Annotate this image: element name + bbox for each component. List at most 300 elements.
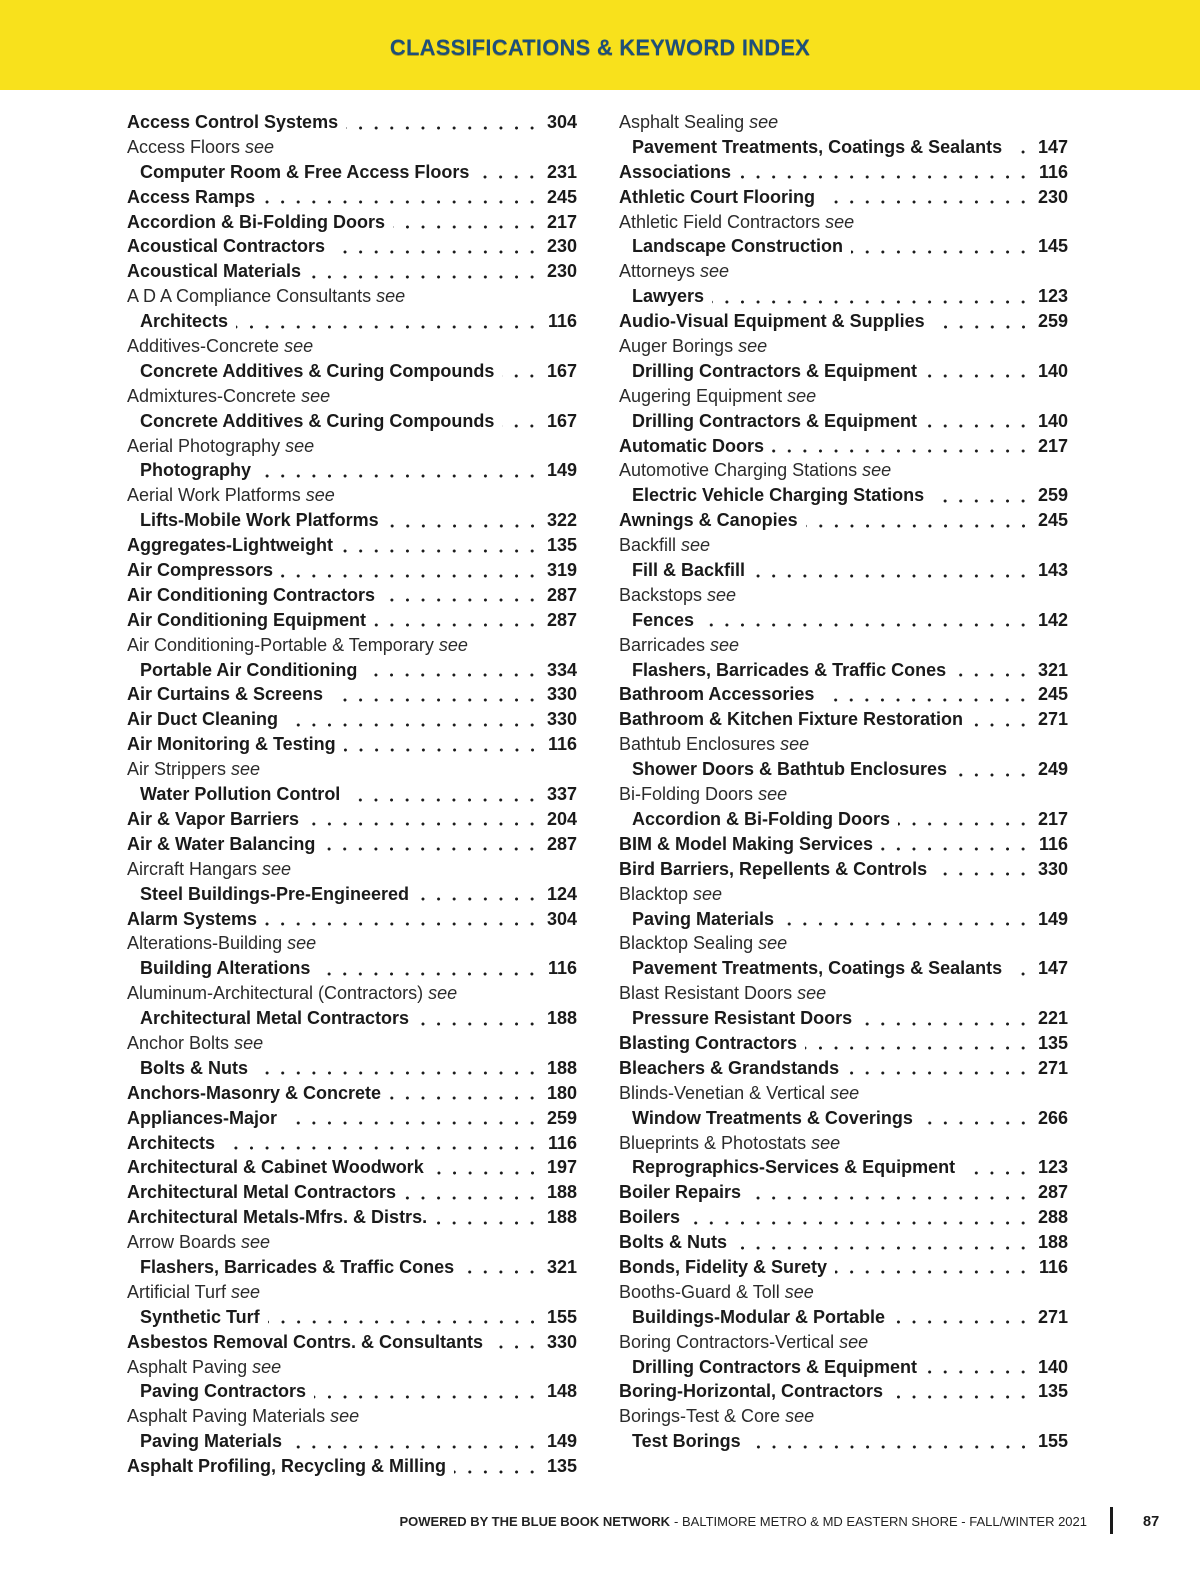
referenced-entry [619, 359, 1068, 384]
entry-label: Aircraft Hangars [127, 858, 258, 879]
entry-label: Barricades [619, 634, 706, 655]
index-entry [127, 807, 577, 832]
entry-label: Blueprints & Photostats [619, 1132, 807, 1153]
see-word: see [245, 136, 275, 157]
see-word: see [241, 1232, 271, 1253]
referenced-entry [619, 1006, 1068, 1031]
referenced-entry [619, 135, 1068, 160]
entry-label: Landscape Construction [632, 236, 844, 257]
dot-leader [739, 160, 1031, 185]
footer-divider [1110, 1507, 1113, 1534]
see-word: see [252, 1356, 282, 1377]
see-word: see [285, 435, 315, 456]
see-word: see [839, 1331, 869, 1352]
entry-label: Asphalt Sealing [619, 112, 745, 132]
page-number: 135 [546, 535, 577, 556]
dot-leader [281, 558, 540, 583]
referenced-entry [619, 608, 1068, 633]
entry-label: Architectural Metals-Mfrs. & Distrs. [127, 1207, 428, 1228]
index-entry [127, 1330, 577, 1355]
referenced-entry [127, 359, 577, 384]
page-number: 231 [546, 161, 577, 182]
index-entry [127, 832, 577, 857]
dot-leader [502, 409, 540, 434]
referenced-entry [127, 1006, 577, 1031]
dot-leader [860, 1006, 1031, 1031]
referenced-entry [127, 882, 577, 907]
index-entry [127, 110, 577, 135]
page-number: 148 [546, 1381, 577, 1402]
see-word: see [262, 858, 292, 879]
dot-leader [286, 707, 540, 732]
dot-leader [891, 1379, 1031, 1404]
referenced-entry [619, 1429, 1068, 1454]
index-entry [127, 707, 577, 732]
entry-label: Aluminum-Architectural (Contractors) [127, 983, 424, 1004]
referenced-entry [127, 508, 577, 533]
index-column [127, 110, 577, 1479]
see-reference [127, 857, 577, 882]
entry-label: Access Floors [127, 136, 241, 157]
page-number: 266 [1037, 1107, 1068, 1128]
dot-leader [753, 558, 1031, 583]
see-reference [619, 1404, 1068, 1429]
see-word: see [707, 584, 737, 605]
see-reference [619, 1081, 1068, 1106]
see-word: see [305, 485, 335, 506]
entry-label: Air Duct Cleaning [127, 709, 279, 730]
entry-label: Blacktop Sealing [619, 933, 754, 954]
page-number: 287 [1037, 1182, 1068, 1203]
entry-label: Drilling Contractors & Equipment [632, 410, 918, 431]
see-word: see [700, 261, 730, 282]
dot-leader [265, 907, 540, 932]
entry-label: Boiler Repairs [619, 1182, 742, 1203]
see-reference [127, 334, 577, 359]
page-number: 245 [1037, 684, 1068, 705]
entry-label: Air Monitoring & Testing [127, 734, 336, 755]
index-entry [619, 434, 1068, 459]
dot-leader [925, 359, 1031, 384]
referenced-entry [127, 1255, 577, 1280]
entry-label: Bolts & Nuts [140, 1057, 248, 1078]
index-entry [127, 1106, 577, 1131]
page-number: 147 [1037, 958, 1068, 979]
entry-label: Drilling Contractors & Equipment [632, 1356, 918, 1377]
see-word: see [784, 1281, 814, 1302]
entry-label: Air Conditioning-Portable & Temporary [127, 634, 434, 655]
referenced-entry [127, 160, 577, 185]
entry-label: Boilers [619, 1207, 681, 1228]
dot-leader [806, 508, 1031, 533]
index-entry [619, 1379, 1068, 1404]
see-reference [127, 931, 577, 956]
entry-label: Aerial Photography [127, 435, 281, 456]
page-number: 116 [547, 734, 577, 755]
entry-label: Architects [140, 311, 229, 332]
see-word: see [287, 933, 317, 954]
entry-label: Asphalt Paving Materials [127, 1406, 326, 1427]
entry-label: Bonds, Fidelity & Surety [619, 1256, 828, 1277]
referenced-entry [619, 1106, 1068, 1131]
index-entry [127, 259, 577, 284]
page-number: 147 [1037, 136, 1068, 157]
see-reference [619, 1131, 1068, 1156]
index-entry [127, 185, 577, 210]
see-word: see [780, 734, 810, 755]
entry-label: Air & Water Balancing [127, 833, 316, 854]
entry-label: Bolts & Nuts [619, 1232, 727, 1253]
index-entry [127, 1454, 577, 1479]
index-entry [127, 1081, 577, 1106]
page-number: 319 [546, 560, 577, 581]
dot-leader [772, 434, 1031, 459]
entry-label: Test Borings [632, 1431, 741, 1452]
entry-label: Architects [127, 1132, 216, 1153]
entry-label: Blast Resistant Doors [619, 983, 793, 1004]
entry-label: Access Ramps [127, 186, 256, 207]
dot-leader [285, 1106, 540, 1131]
page-number: 116 [547, 311, 577, 332]
page-number: 143 [1037, 560, 1068, 581]
dot-leader [348, 782, 540, 807]
entry-label: Booths-Guard & Toll [619, 1281, 780, 1302]
dot-leader [702, 608, 1031, 633]
index-entry [127, 732, 577, 757]
see-word: see [231, 1281, 261, 1302]
see-word: see [830, 1082, 860, 1103]
dot-leader [688, 1205, 1031, 1230]
page-number: 321 [1037, 659, 1068, 680]
index-entry [619, 1031, 1068, 1056]
referenced-entry [127, 1305, 577, 1330]
page-number: 149 [1037, 908, 1068, 929]
referenced-entry [127, 458, 577, 483]
dot-leader [712, 284, 1031, 309]
dot-leader [963, 1155, 1031, 1180]
entry-label: Athletic Field Contractors [619, 211, 821, 232]
page-title: CLASSIFICATIONS & KEYWORD INDEX [389, 35, 811, 60]
entry-label: Lifts-Mobile Work Platforms [140, 510, 379, 531]
see-reference [127, 1404, 577, 1429]
dot-leader [805, 1031, 1031, 1056]
entry-label: Appliances-Major [127, 1107, 278, 1128]
dot-leader [290, 1429, 540, 1454]
dot-leader [955, 757, 1031, 782]
index-entry [619, 1180, 1068, 1205]
dot-leader [223, 1131, 540, 1156]
index-entry [127, 1205, 577, 1230]
referenced-entry [127, 782, 577, 807]
entry-label: Architectural Metal Contractors [140, 1008, 410, 1029]
see-reference [127, 757, 577, 782]
entry-label: Anchors-Masonry & Concrete [127, 1082, 382, 1103]
entry-label: Buildings-Modular & Portable [632, 1306, 886, 1327]
referenced-entry [127, 409, 577, 434]
dot-leader [822, 682, 1031, 707]
see-word: see [376, 286, 406, 307]
page-number: 321 [546, 1256, 577, 1277]
entry-label: Blacktop [619, 883, 689, 904]
index-entry [619, 682, 1068, 707]
index-entry [619, 1056, 1068, 1081]
see-word: see [428, 983, 458, 1004]
entry-label: Alterations-Building [127, 933, 283, 954]
dot-leader [971, 707, 1031, 732]
entry-label: Drilling Contractors & Equipment [632, 360, 918, 381]
footer-credit [399, 1513, 1087, 1531]
entry-label: Electric Vehicle Charging Stations [632, 485, 925, 506]
page-number: 116 [1038, 833, 1068, 854]
index-entry [127, 682, 577, 707]
page-number: 116 [1038, 161, 1068, 182]
entry-label: Paving Contractors [140, 1381, 307, 1402]
index-entry [127, 1180, 577, 1205]
see-word: see [284, 336, 314, 357]
entry-label: Computer Room & Free Access Floors [140, 161, 470, 182]
page-number: 230 [1037, 186, 1068, 207]
entry-label: Asphalt Profiling, Recycling & Milling [127, 1456, 447, 1477]
dot-leader [935, 857, 1031, 882]
entry-label: Attorneys [619, 261, 696, 282]
entry-label: Accordion & Bi-Folding Doors [632, 808, 890, 829]
index-entry [127, 608, 577, 633]
see-reference [619, 882, 1068, 907]
see-reference [127, 284, 577, 309]
entry-label: Arrow Boards [127, 1232, 237, 1253]
dot-leader [435, 1205, 540, 1230]
entry-label: Fences [632, 609, 695, 630]
page-number: 145 [1037, 236, 1068, 257]
see-reference [619, 583, 1068, 608]
page-number: 287 [546, 584, 577, 605]
page-number: 167 [546, 360, 577, 381]
dot-leader [236, 309, 540, 334]
entry-label: Automatic Doors [619, 435, 765, 456]
dot-leader [1010, 135, 1031, 160]
entry-label: Automotive Charging Stations [619, 460, 858, 481]
dot-leader [925, 1355, 1031, 1380]
referenced-entry [619, 1305, 1068, 1330]
page-number: 197 [546, 1157, 577, 1178]
page-number: 124 [546, 883, 577, 904]
page-number: 334 [546, 659, 577, 680]
entry-label: Architectural Metal Contractors [127, 1182, 397, 1203]
entry-label: BIM & Model Making Services [619, 833, 874, 854]
index-entry [619, 707, 1068, 732]
dot-leader [417, 882, 540, 907]
dot-leader [268, 1305, 540, 1330]
page-number: 149 [546, 1431, 577, 1452]
entry-label: Bleachers & Grandstands [619, 1057, 840, 1078]
page-number: 245 [546, 186, 577, 207]
index-entry [127, 558, 577, 583]
entry-label: Bird Barriers, Repellents & Controls [619, 858, 928, 879]
entry-label: Air & Vapor Barriers [127, 808, 300, 829]
entry-label: Borings-Test & Core [619, 1406, 781, 1427]
see-reference [619, 732, 1068, 757]
see-reference [619, 334, 1068, 359]
entry-label: Auger Borings [619, 336, 734, 357]
referenced-entry [619, 1155, 1068, 1180]
page-number: 140 [1037, 1356, 1068, 1377]
page-number: 330 [546, 709, 577, 730]
index-column [619, 110, 1068, 1454]
page-number: 230 [546, 261, 577, 282]
page-number: 135 [1037, 1381, 1068, 1402]
see-reference [127, 384, 577, 409]
dot-leader [898, 807, 1031, 832]
page-number: 217 [1037, 808, 1068, 829]
see-reference [619, 259, 1068, 284]
dot-leader [404, 1180, 540, 1205]
see-reference [619, 981, 1068, 1006]
entry-label: Acoustical Materials [127, 261, 302, 282]
see-reference [127, 1280, 577, 1305]
entry-label: A D A Compliance Consultants [127, 286, 372, 307]
see-word: see [681, 535, 711, 556]
entry-label: Backstops [619, 584, 703, 605]
dot-leader [851, 234, 1031, 259]
index-entry [619, 1255, 1068, 1280]
see-word: see [438, 634, 468, 655]
referenced-entry [619, 807, 1068, 832]
entry-label: Accordion & Bi-Folding Doors [127, 211, 385, 232]
entry-label: Admixtures-Concrete [127, 385, 297, 406]
entry-label: Acoustical Contractors [127, 236, 326, 257]
page-number: 271 [1037, 1306, 1068, 1327]
dot-leader [749, 1180, 1031, 1205]
entry-label: Air Conditioning Equipment [127, 609, 366, 630]
see-reference [127, 483, 577, 508]
dot-leader [432, 1155, 540, 1180]
entry-label: Portable Air Conditioning [140, 659, 358, 680]
page-number: 155 [1037, 1431, 1068, 1452]
referenced-entry [127, 956, 577, 981]
page-number: 155 [546, 1306, 577, 1327]
entry-label: Steel Buildings-Pre-Engineered [140, 883, 410, 904]
entry-label: Paving Materials [632, 908, 775, 929]
dot-leader [389, 1081, 540, 1106]
dot-leader [309, 259, 540, 284]
page-number: 271 [1037, 1057, 1068, 1078]
page-number: 330 [546, 1331, 577, 1352]
index-entry [619, 309, 1068, 334]
page-number: 149 [546, 460, 577, 481]
entry-label: Asbestos Removal Contrs. & Consultants [127, 1331, 484, 1352]
see-word: see [758, 784, 788, 805]
page-number: 322 [546, 510, 577, 531]
entry-label: Air Compressors [127, 560, 274, 581]
page-number: 123 [1037, 1157, 1068, 1178]
entry-label: Boring Contractors-Vertical [619, 1331, 835, 1352]
dot-leader [341, 533, 540, 558]
referenced-entry [619, 234, 1068, 259]
index-entry [127, 210, 577, 235]
dot-leader [893, 1305, 1031, 1330]
entry-label: Lawyers [632, 286, 705, 307]
dot-leader [365, 658, 540, 683]
referenced-entry [619, 483, 1068, 508]
page-number: 116 [547, 1132, 577, 1153]
see-word: see [758, 933, 788, 954]
see-word: see [693, 883, 723, 904]
dot-leader [454, 1454, 540, 1479]
page-number: 142 [1037, 609, 1068, 630]
dot-leader [881, 832, 1031, 857]
page-number: 330 [1037, 858, 1068, 879]
entry-label: Anchor Bolts [127, 1032, 230, 1053]
dot-leader [749, 1429, 1031, 1454]
entry-label: Concrete Additives & Curing Compounds [140, 410, 495, 431]
dot-leader [925, 409, 1031, 434]
dot-leader [259, 458, 540, 483]
see-reference [127, 1355, 577, 1380]
page-number: 123 [1037, 286, 1068, 307]
entry-label: Asphalt Paving [127, 1356, 248, 1377]
entry-label: Reprographics-Services & Equipment [632, 1157, 956, 1178]
dot-leader [835, 1255, 1031, 1280]
dot-leader [735, 1230, 1031, 1255]
entry-label: Synthetic Turf [140, 1306, 260, 1327]
see-word: see [825, 211, 855, 232]
page-number: 304 [546, 908, 577, 929]
entry-label: Air Strippers [127, 759, 227, 780]
see-word: see [862, 460, 892, 481]
entry-label: Access Control Systems [127, 112, 339, 132]
entry-label: Bathtub Enclosures [619, 734, 776, 755]
entry-label: Augering Equipment [619, 385, 783, 406]
see-word: see [710, 634, 740, 655]
entry-label: Architectural & Cabinet Woodwork [127, 1157, 424, 1178]
entry-label: Blinds-Venetian & Vertical [619, 1082, 826, 1103]
entry-label: Pressure Resistant Doors [632, 1008, 853, 1029]
referenced-entry [127, 1379, 577, 1404]
page-number: 249 [1037, 759, 1068, 780]
entry-label: Flashers, Barricades & Traffic Cones [632, 659, 947, 680]
dot-leader [1010, 956, 1031, 981]
dot-leader [307, 807, 540, 832]
dot-leader [491, 1330, 540, 1355]
see-reference [127, 981, 577, 1006]
referenced-entry [619, 956, 1068, 981]
page-number: 287 [546, 833, 577, 854]
page-number: 217 [1037, 435, 1068, 456]
entry-label: Backfill [619, 535, 677, 556]
index-entry [619, 160, 1068, 185]
dot-leader [954, 658, 1031, 683]
see-reference [619, 931, 1068, 956]
index-entry [619, 857, 1068, 882]
index-entry [619, 832, 1068, 857]
dot-leader [823, 185, 1031, 210]
page-number: 140 [1037, 410, 1068, 431]
see-reference [127, 633, 577, 658]
entry-label: Pavement Treatments, Coatings & Sealants [632, 136, 1003, 157]
entry-label: Building Alterations [140, 958, 311, 979]
see-word: see [797, 983, 827, 1004]
see-word: see [785, 1406, 815, 1427]
see-reference [127, 135, 577, 160]
entry-label: Bi-Folding Doors [619, 784, 754, 805]
page-number: 287 [546, 609, 577, 630]
entry-label: Alarm Systems [127, 908, 258, 929]
page-number: 271 [1037, 709, 1068, 730]
entry-label: Air Conditioning Contractors [127, 584, 375, 605]
entry-label: Bathroom & Kitchen Fixture Restoration [619, 709, 964, 730]
referenced-entry [619, 658, 1068, 683]
referenced-entry [619, 409, 1068, 434]
